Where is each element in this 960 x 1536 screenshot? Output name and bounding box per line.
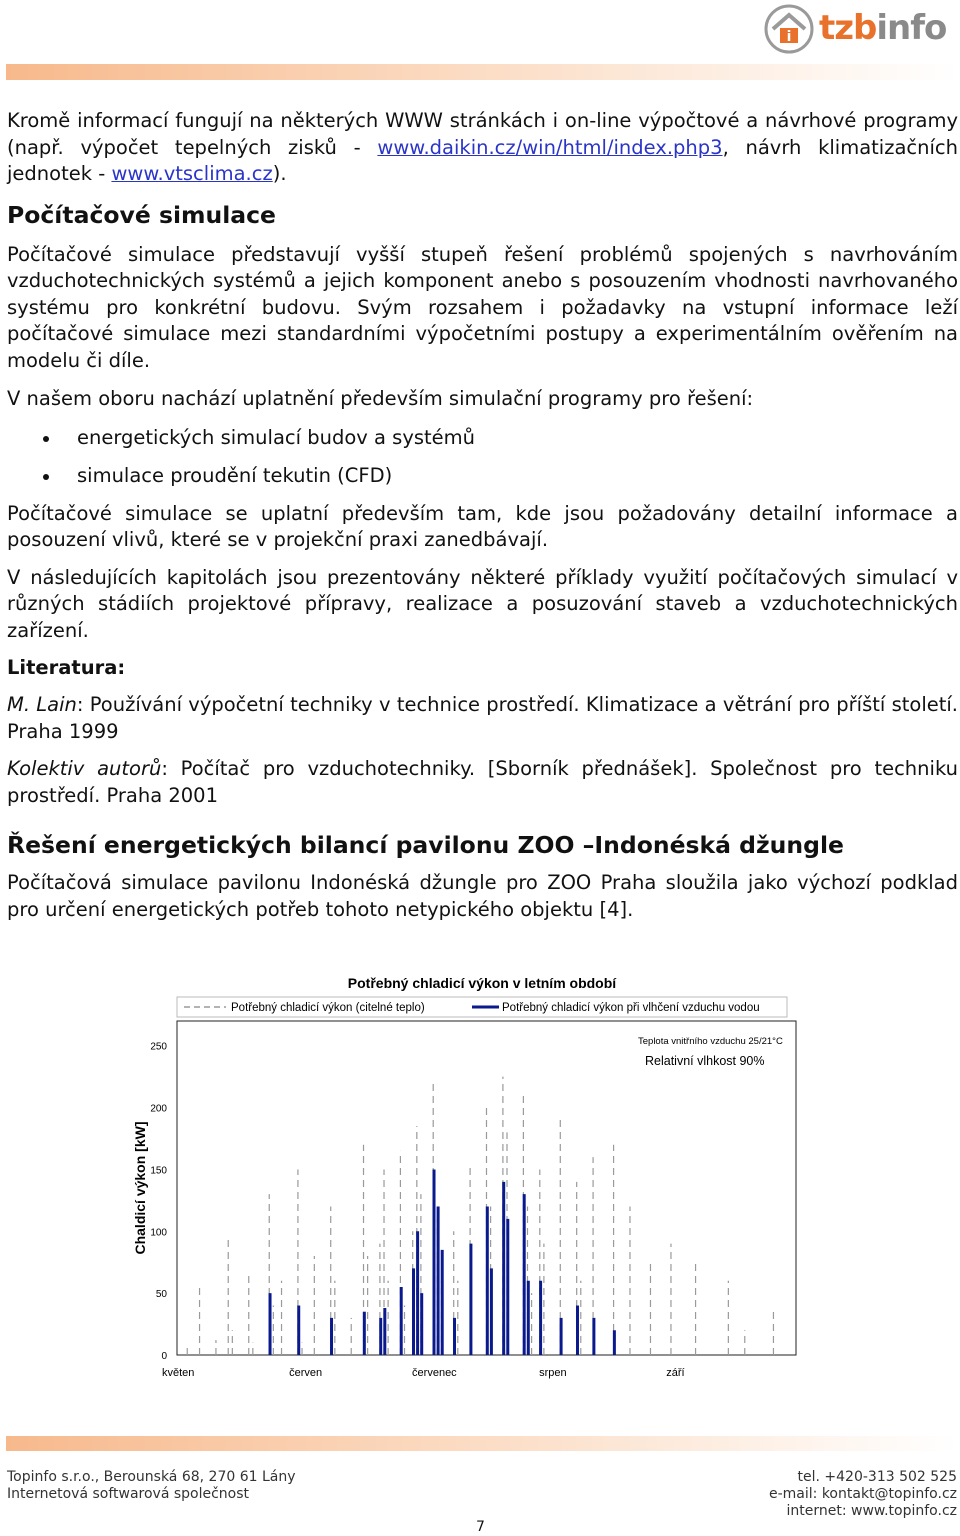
y-tick-label: 200 (150, 1103, 167, 1115)
tzbinfo-logo (764, 4, 956, 54)
header-bar (6, 64, 958, 80)
paragraph-simulace-3: Počítačové simulace se uplatní především tam, kde jsou požadovány detailní informace a posouzení vlivů, které se v projekční praxi zanedbávají. (7, 501, 958, 551)
section-heading-simulace: Počítačové simulace (7, 200, 276, 229)
paragraph-zoo: Počítačová simulace pavilonu Indonéská džungle pro ZOO Praha sloužila jako výchozí podklad pro určení energetických potřeb tohoto netypického objektu [4]. (7, 871, 958, 921)
paragraph-simulace-1: Počítačové simulace představují vyšší stupeň řešení problémů spojených s navrhováním vzduchotechnických systémů a jejich komponent anebo s posouzením vhodnosti navrhovaného systému pro konkrétní budovu. Svým rozsahem i požadavky na vstupní informace leží počítačové simulace mezi standardními výpočetními postupy a experimentálním ověřením na modelu či díle. (7, 242, 958, 372)
annotation-temperature: Teplota vnitřního vzduchu 25/21°C (638, 1036, 783, 1047)
footer-phone: tel. +420-313 502 525 (797, 1469, 957, 1485)
svg-text:i: i (786, 29, 792, 45)
page-number: 7 (476, 1519, 485, 1535)
reference-2: Kolektiv autorů: Počítač pro vzduchotechniky. [Sborník přednášek]. Společnost pro techniku prostředí. Praha 2001 (7, 757, 958, 807)
y-tick-label: 0 (161, 1351, 167, 1362)
reference-1: M. Lain: Používání výpočetní techniky v technice prostředí. Klimatizace a větrání pro příští století. Praha 1999 (7, 693, 958, 743)
y-tick-label: 150 (150, 1165, 167, 1177)
y-tick-label: 250 (150, 1041, 167, 1053)
intro-paragraph: Kromě informací fungují na některých WWW stránkách i on-line výpočtové a návrhové programy (např. výpočet tepelných zisků - www.daikin.cz/win/html/index.php3, návrh klimatizačních jednotek - www.vtsclima.cz). (7, 109, 958, 185)
footer-email[interactable]: e-mail: kontakt@topinfo.cz (769, 1486, 957, 1502)
main-content (7, 108, 958, 923)
cooling-chart (120, 965, 820, 1385)
footer-bar (6, 1436, 958, 1451)
y-ticks (150, 1042, 167, 1362)
x-tick-label: srpen (539, 1367, 567, 1379)
y-axis-label: Chaldicí výkon [kW] (132, 1121, 148, 1255)
y-tick-label: 100 (150, 1227, 167, 1239)
legend-label-sensible: Potřebný chladicí výkon (citelné teplo) (231, 1002, 425, 1014)
x-tick-label: červen (289, 1367, 323, 1379)
y-tick-label: 50 (155, 1289, 167, 1301)
annotation-humidity: Relativní vlhkost 90% (645, 1054, 765, 1068)
list-item: simulace proudění tekutin (CFD) (7, 463, 958, 489)
chart-title: Potřebný chladicí výkon v letním období (347, 975, 617, 991)
x-tick-label: červenec (412, 1367, 457, 1379)
paragraph-simulace-2: V našem oboru nachází uplatnění především simulační programy pro řešení: (7, 387, 754, 410)
list-item: energetických simulací budov a systémů (7, 425, 958, 451)
footer-company: Topinfo s.r.o., Berounská 68, 270 61 Lány (7, 1469, 296, 1485)
daikin-link[interactable]: www.daikin.cz/win/html/index.php3 (377, 135, 723, 159)
footer-web[interactable]: internet: www.topinfo.cz (786, 1503, 957, 1519)
footer-right (769, 1469, 957, 1520)
x-tick-label: září (666, 1367, 685, 1379)
literature-heading: Literatura: (7, 656, 126, 679)
footer-tagline: Internetová softwarová společnost (7, 1486, 250, 1502)
house-info-icon (764, 4, 814, 54)
x-tick-label: květen (162, 1367, 195, 1379)
paragraph-simulace-4: V následujících kapitolách jsou prezentovány některé příklady využití počítačových simulací v různých stádiích projektové přípravy, realizace a posuzování staveb a vzduchotechnických zařízení. (7, 565, 958, 642)
legend-label-latent: Potřebný chladicí výkon při vlhčení vzduchu vodou (502, 1002, 760, 1014)
bullet-list (7, 425, 958, 489)
footer-left (7, 1469, 296, 1503)
logo-text: tzbinfo (819, 8, 947, 48)
chart-svg (120, 965, 820, 1385)
x-labels (162, 1367, 685, 1379)
vtsclima-link[interactable]: www.vtsclima.cz (111, 162, 273, 185)
section-heading-zoo: Řešení energetických bilancí pavilonu ZOO –Indonéská džungle (7, 831, 844, 859)
